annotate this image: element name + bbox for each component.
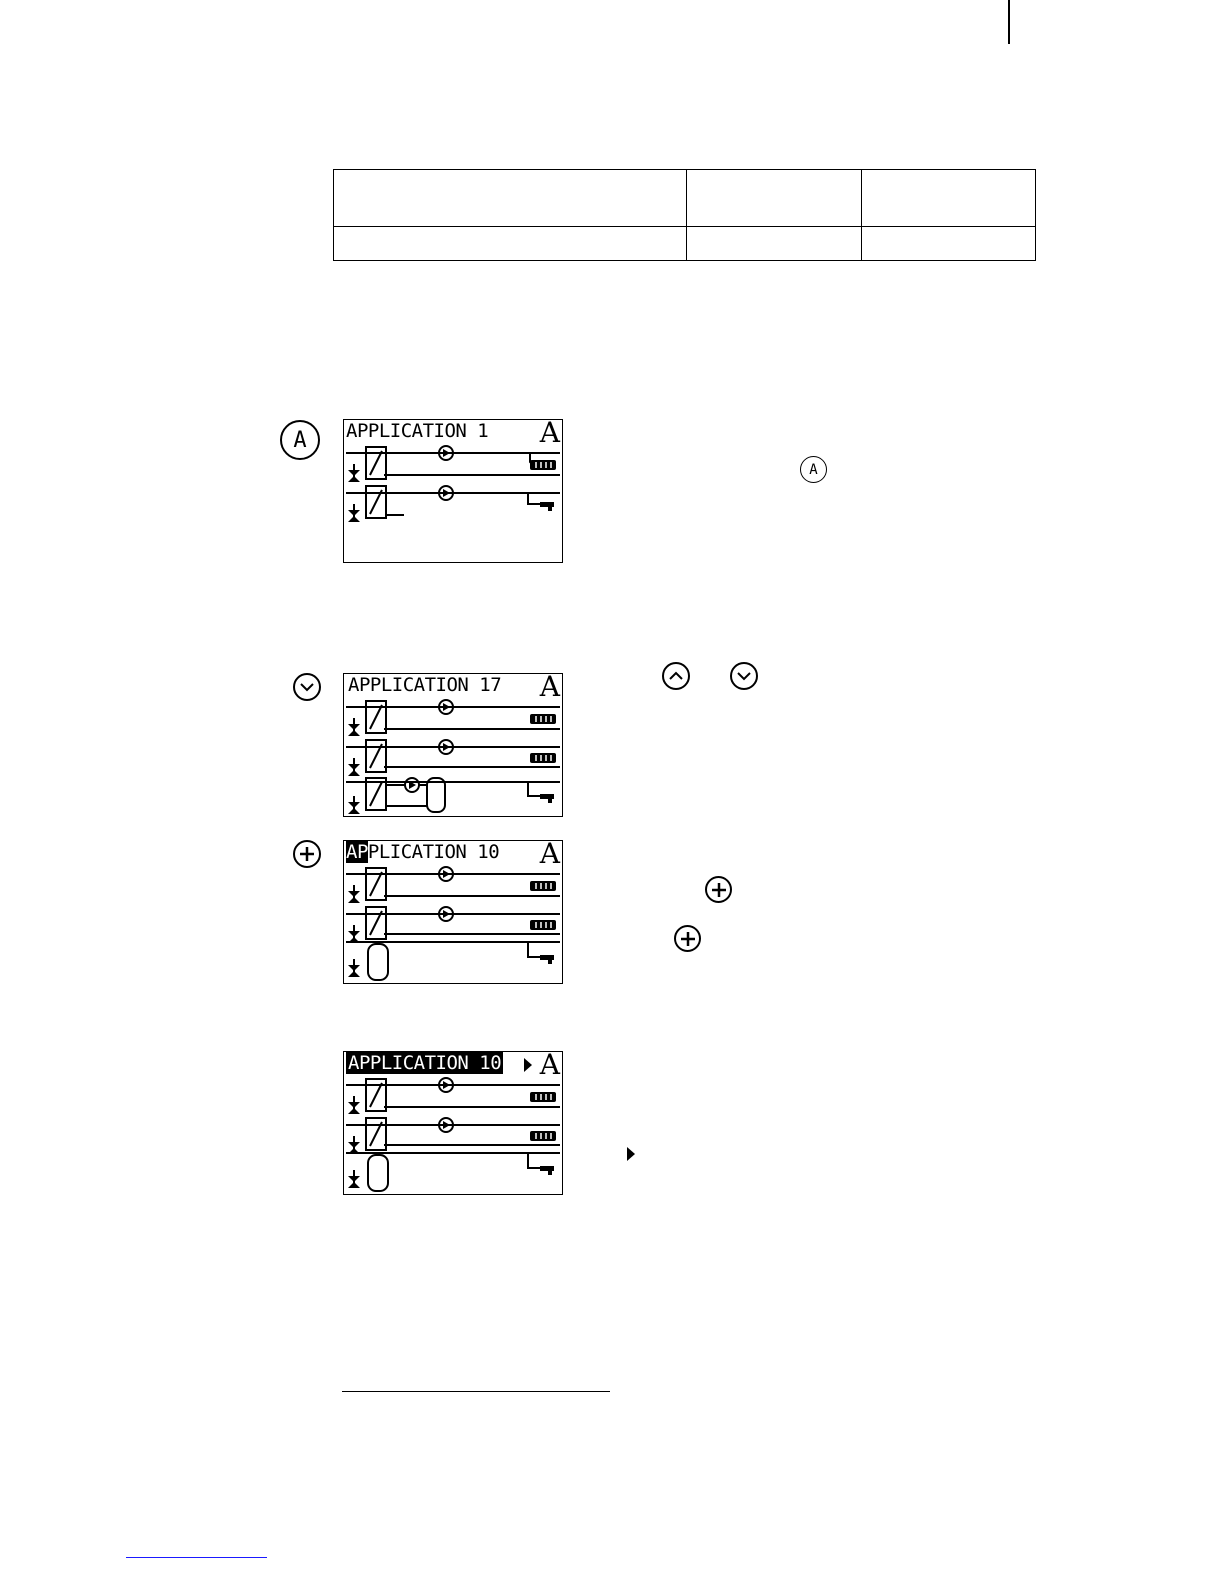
down-arrow-button-icon xyxy=(293,673,321,701)
lcd-title-rest: PLICATION 10 xyxy=(367,841,500,863)
a-button-inline-icon xyxy=(800,456,827,483)
radiator-icon xyxy=(530,920,556,930)
table-cell xyxy=(687,170,862,227)
top-vertical-rule xyxy=(1008,0,1010,44)
lcd-screen-application-1 xyxy=(343,416,563,563)
bottom-link-underline xyxy=(126,1557,267,1558)
right-triangle-icon xyxy=(627,1147,635,1161)
a-button-label: A xyxy=(293,427,307,453)
lcd-title: APPLICATION 1 xyxy=(346,420,489,442)
table-cell xyxy=(334,170,687,227)
tank-icon xyxy=(368,1155,388,1191)
lcd-corner-letter: A xyxy=(539,837,560,870)
radiator-icon xyxy=(530,753,556,763)
lcd-corner-letter: A xyxy=(539,670,560,703)
up-arrow-button-icon xyxy=(662,662,690,690)
a-button-inline-label: A xyxy=(809,461,818,478)
plus-button-icon xyxy=(674,925,701,952)
lcd-screen-application-10-editing xyxy=(343,837,563,984)
lcd-title-selected: APPLICATION 10 xyxy=(348,1052,502,1074)
valve-icon xyxy=(348,470,360,476)
lcd-corner-letter: A xyxy=(539,416,560,449)
table-cell xyxy=(862,227,1036,261)
tank-icon xyxy=(427,778,445,812)
down-arrow-button-icon xyxy=(730,662,758,690)
tank-icon xyxy=(368,944,388,980)
lcd-corner-letter: A xyxy=(539,1048,560,1081)
a-button-icon xyxy=(280,420,320,460)
radiator-icon xyxy=(530,1131,556,1141)
lcd-screen-application-17 xyxy=(343,670,563,817)
table-row xyxy=(334,170,1036,227)
header-table xyxy=(333,169,1036,261)
radiator-icon xyxy=(530,714,556,724)
table-cell xyxy=(334,227,687,261)
table-row xyxy=(334,227,1036,261)
radiator-icon xyxy=(530,1092,556,1102)
footnote-rule xyxy=(342,1391,610,1392)
valve-icon xyxy=(348,510,360,516)
right-triangle-icon xyxy=(524,1058,532,1072)
lcd-title: APPLICATION 17 xyxy=(348,674,502,696)
table-cell xyxy=(687,227,862,261)
radiator-icon xyxy=(530,460,556,470)
radiator-icon xyxy=(530,881,556,891)
plus-button-icon xyxy=(293,840,321,868)
lcd-screen-application-10-selected xyxy=(343,1048,563,1195)
lcd-title-cursor: AP xyxy=(346,841,368,863)
table-cell xyxy=(862,170,1036,227)
lcd-title xyxy=(346,841,499,863)
plus-button-icon xyxy=(705,876,732,903)
